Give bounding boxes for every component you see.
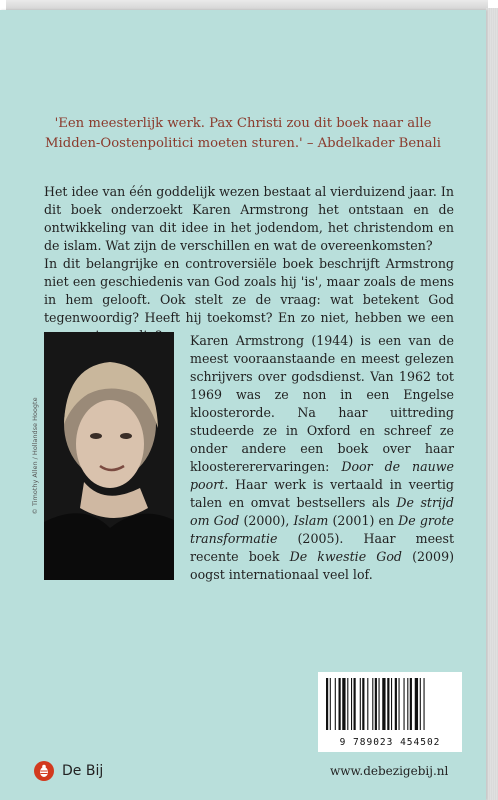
publisher-mark: [34, 760, 103, 782]
bio-text-1: Karen Armstrong (1944) is een van de meest vooraanstaande en meest gelezen schrijvers over godsdienst. Van 1962 tot 1969 was ze non in een Engelse kloosterorde. Na haar uittreding studeerde ze in Oxford en schreef ze onder andere een boek over haar kloostererervaringen:: [190, 333, 454, 474]
publisher-name: De Bij: [62, 763, 104, 779]
bee-logo-icon: [34, 761, 54, 781]
bee-icon: [34, 761, 54, 781]
book-title-de-grote-transformatie: De grote transformatie: [190, 513, 454, 546]
author-photo: [44, 332, 174, 580]
blurb-paragraph-1: Het idee van één goddelijk wezen bestaat al vierduizend jaar. In dit boek onderzoekt Karen Armstrong het ontstaan en de ontwikkeling van dit idee in het jodendom, het christendom en de islam. Wat zijn de verschillen en wat de overeenkomsten?: [44, 184, 454, 253]
blurb: [44, 183, 454, 345]
bio-text-3: (2000),: [239, 513, 294, 528]
barcode-bars: [318, 672, 462, 736]
isbn-number: 9 789023 454502: [339, 737, 441, 748]
photo-credit-text: © Timothy Allen / Hollandse Hoogte: [31, 397, 39, 515]
author-portrait-illustration: [44, 332, 174, 580]
isbn-barcode: [318, 672, 462, 752]
bio-text-2: . Haar werk is vertaald in veertig talen en omvat bestsellers als: [190, 477, 454, 510]
book-title-islam: Islam: [293, 513, 329, 528]
review-quote: [30, 114, 456, 154]
bio-text-4: (2001) en: [328, 513, 399, 528]
review-quote-line-1: 'Een meesterlijk werk. Pax Christi zou dit boek naar alle: [54, 116, 432, 131]
bio-text-6: (2009) oogst internationaal veel lof.: [190, 549, 454, 582]
book-page-edge: [486, 8, 498, 800]
photo-credit: [30, 332, 40, 580]
publisher-website: www.debezigebij.nl: [330, 764, 449, 778]
book-title-door-de-nauwe-poort: Door de nauwe poort: [190, 459, 454, 492]
author-bio: [190, 332, 454, 584]
bio-text-5: (2005). Haar meest recente boek: [190, 531, 454, 564]
book-title-de-kwestie-god: De kwestie God: [289, 549, 402, 564]
book-title-de-strijd-om-god: De strijd om God: [190, 495, 454, 528]
blurb-paragraph-2: In dit belangrijke en controversiële boek beschrijft Armstrong niet een geschiedenis van God zoals hij 'is', maar zoals de mens in hem gelooft. Ook stelt ze de vraag: wat betekent God tegenwoordig? Heeft hij toekomst? En zo niet, hebben we een: [44, 256, 454, 325]
review-quote-line-2: Midden-Oostenpolitici moeten sturen.' – Abdelkader Benali: [45, 136, 441, 151]
